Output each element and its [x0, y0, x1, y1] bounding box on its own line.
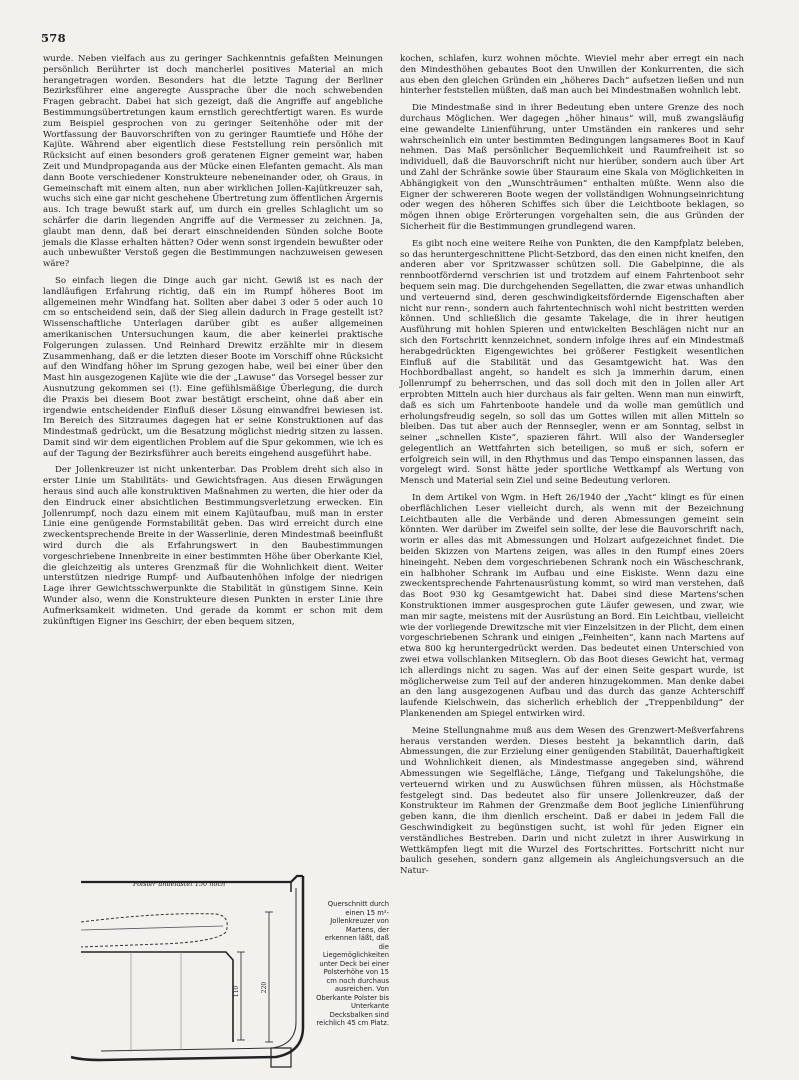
right-column — [400, 54, 744, 883]
dimension-label: 220 — [261, 981, 269, 994]
paragraph: Der Jollenkreuzer ist nicht unkenterbar. Das Problem dreht sich also in erster Linie um Stabilitäts- und Gewichtsfragen. Aus diesen Erwägungen heraus sind auch alle konstruktiven Maßnahmen zu werten, die hier oder da den Eindruck einer absichtlichen Bestimmungsverletzung erwecken. Ein Jollenrumpf, noch dazu einem mit einem Kajütaufbau, muß man in erster Linie eine genügende Formstabilität geben. Das wird erreicht durch eine zweckentsprechende Breite in der Wasserlinie, deren Mindestmaß beeinflußt wird durch die als Erfahrungswert in den Baubestimmungen vorgeschriebene Innenbreite in einer bestimmten Höhe über Oberkante Kiel, die gleichzeitig als unteres Grenzmaß für die Wohnlichkeit dient. Weiter unterstützen niedrige Rumpf- und Aufbautenhöhen infolge der niedrigen Lage ihrer Gewichtsschwerpunkte die Stabilität in günstigem Sinne. Kein Wunder also, wenn die Konstrukteure diesen Punkten in erster Linie ihre Aufmerksamkeit widmeten. Und gerade da kommt er schon mit dem zukünftigen Eigner ins Geschirr, der eben bequem sitzen, — [43, 465, 383, 627]
cross-section-figure — [41, 852, 389, 1072]
cushion-label: Polster unbelastet 150 hoch — [133, 880, 226, 888]
paragraph: So einfach liegen die Dinge auch gar nicht. Gewiß ist es nach der landläufigen Erfahrung richtig, daß ein im Rumpf höheres Boot im allgemeinen mehr Windfang hat. Sollten aber dabei 3 oder 5 oder auch 10 cm so entscheidend sein, daß der Sieg allein dadurch in Frage gestellt ist? Wissenschaftliche Unterlagen darüber gibt es außer allgemeinen amerikanischen Untersuchungen kaum, die aber keinerlei praktische Folgerungen zulassen. Und Reinhard Drewitz erzählte mir in diesem Zusammenhang, daß er die letzten dieser Boote im Vorschiff ohne Rücksicht auf den Windfang höher im Sprung gezogen habe, weil bei einer über den Mast hin ausgezogenen Kajüte wie die der „Lawuse“ das Vorsegel besser zur Ausnutzung gekommen sei (!). Eine gefühlsmäßige Überlegung, die durch die Praxis bei diesem Boot zwar bestätigt erscheint, ohne daß aber ein irgendwie entscheidender Einfluß dieser Lösung einwandfrei bewiesen ist. Im Bereich des Sitzraumes dagegen hat er seine Konstruktionen auf das Mindestmaß gedrückt, um die Besatzung möglichst niedrig sitzen zu lassen. Damit sind wir dem eigentlichen Problem auf die Spur gekommen, wie ich es auf der Tagung der Bezirksführer auch bereits eingehend ausgeführt habe. — [43, 275, 383, 459]
paragraph: Es gibt noch eine weitere Reihe von Punkten, die den Kampfplatz beleben, so das heruntergeschnittene Plicht-Setzbord, das den einen nicht kneifen, den anderen aber vor Spritzwasser schützen soll. Die Gabelpinne, die als rennbootfördernd verschrien ist und trotzdem auf einem Fahrtenboot sehr bequem sein mag. Die durchgehenden Segellatten, die zwar etwas unhandlich und verteuernd sind, deren geschwindigkeitsfördernde Eigenschaften aber nicht nur renn-, sondern auch fahrtentechnisch wohl nicht bestritten werden können. Und schließlich die gesamte Takelage, die in ihrer heutigen Ausführung mit hohlen Spieren und entwickelten Beschlägen nicht nur an sich den Fortschritt kennzeichnet, sondern infolge ihres auf ein Mindestmaß herabgedrückten Eigengewichtes bei größerer Festigkeit wesentlichen Einfluß auf die Stabilität und das Gesamtgewicht hat. Was den Hochbordballast angeht, so handelt es sich ja immerhin darum, einen Jollenrumpf zu beherrschen, und das soll doch mit den in Jollen aller Art erprobten Mitteln auch hier durchaus als fair gelten. Wenn man nun einwirft, daß es sich um Fahrtenboote handele und da wolle man gemütlich und erholungsfreudig segeln, so soll das um Gottes willen mit allen Mitteln so bleiben. Das tut aber auch der Rennsegler, wenn er am Sonntag, selbst in seiner „schnellen Kiste“, spazieren fährt. Will also der Wandersegler gelegentlich an Wettfahrten sich beteiligen, so muß er sich, sofern er erfolgreich sein will, in den Rhythmus und das Tempo einspannen lassen, das vorgelegt wird. Sonst hätte jeder sportliche Wettkampf als Wertung von Mensch und Material sein Ziel und seine Bedeutung verloren. — [400, 238, 744, 487]
paragraph: kochen, schlafen, kurz wohnen möchte. Wieviel mehr aber erregt ein nach den Mindesthöhen gebautes Boot den Unwillen der Konkurrenten, die sich aus eben den gleichen Gründen ein „höheres Dach“ aufsetzen ließen und nun hinterher feststellen müßten, daß man auch bei Mindestmaßen wohnlich lebt. — [400, 54, 744, 97]
paragraph: wurde. Neben vielfach aus zu geringer Sachkenntnis gefaßten Meinungen persönlich Berührter ist doch mancherlei positives Material an mich herangetragen worden. Besonders hat die letzte Tagung der Berliner Bezirksführer eine angeregte Aussprache über die noch schwebenden Fragen gebracht. Dabei hat sich gezeigt, daß die Angriffe auf angebliche Bestimmungsübertretungen kaum ernstlich gerechtfertigt waren. Es wurde zum Beispiel gesprochen von zu geringer Seitenhöhe oder mit der Wortfassung der Bauvorschriften von zu geringer Raumtiefe und Höhe der Kajüte. Während aber eigentlich diese Feststellung rein persönlich mit Rücksicht auf einen besonders groß geratenen Eigner gemeint war, haben Zeit und Mundpropaganda aus der Mücke einen Elefanten gemacht. Als man dann Boote verschiedener Konstrukteure nebeneinander oder, oh Graus, in Gemeinschaft mit einem alten, nun aber wirklichen Jollen-Kajütkreuzer sah, wuchs sich eine gar nicht geschehene Übertretung zum öffentlichen Ärgernis aus. Ich trage bewußt stark auf, um durch ein grelles Schlaglicht um so schärfer die darin liegenden Angriffe auf die Vermesser zu zeichnen. Ja, glaubt man denn, daß bei derart einschneidenden Sünden solche Boote jemals die Klasse erhalten hätten? Oder wenn sonst irgendein bewußter oder auch unbewußter Verstoß gegen die Bestimmungen nachzuweisen gewesen wäre? — [43, 54, 383, 270]
paragraph: Meine Stellungnahme muß aus dem Wesen des Grenzwert-Meßverfahrens heraus verstanden werden. Dieses besteht ja bekanntlich darin, daß Abmessungen, die zur Erzielung einer genügenden Stabilität, Dauerhaftigkeit und Wohnlichkeit dienen, als Mindestmasse angegeben sind, während Abmessungen wie Segelfläche, Länge, Tiefgang und Takelungshöhe, die verteuernd wirken und zu Auswüchsen führen müssen, als Höchstmaße festgelegt sind. Das bedeutet also für unsere Jollenkreuzer, daß der Konstrukteur im Rahmen der Grenzmaße dem Boot jegliche Linienführung geben kann, die ihm dienlich erscheint. Daß er dabei in jedem Fall die Geschwindigkeit zu begünstigen sucht, ist wohl für jeden Eigner ein verständliches Bestreben. Darin und nicht zuletzt in ihrer Auswirkung in Wettkämpfen liegt mit die Wurzel des Fortschrittes. Fortschritt nicht nur baulich gesehen, sondern ganz allgemein als Angleichungsversuch an die Natur- — [400, 725, 744, 877]
paragraph: In dem Artikel von Wgm. in Heft 26/1940 der „Yacht“ klingt es für einen oberflächlichen Leser vielleicht durch, als wenn mit der Bezeichnung Leichtbauten alle die Verbände und deren Abmessungen gemeint sein könnten. Wer darüber im Zweifel sein sollte, der lese die Bauvorschrift nach, worin er alles das mit Abmessungen und Holzart aufgezeichnet findet. Die beiden Skizzen von Martens zeigen, was alles in den Rumpf eines 20ers hineingeht. Neben dem vorgeschriebenen Schrank noch ein Wäscheschrank, ein halbhoher Schrank im Aufbau und eine Eiskiste. Wenn dazu eine zweckentsprechende Fahrtenausrüstung kommt, so wird man verstehen, daß das Boot 930 kg Gesamtgewicht hat. Dabei sind diese Martens'schen Konstruktionen immer ausgesprochen gute Läufer gewesen, und zwar, wie man mir sagte, meistens mit der Ausrüstung an Bord. Ein Leichtbau, vielleicht wie der vorliegende Drewitzsche mit vier Einzelsitzen in der Plicht, dem einen vorgeschriebenen Schrank und einigen „Feinheiten“, kann nach Martens auf etwa 800 kg heruntergedrückt werden. Das bedeutet einen Unterschied von zwei etwa vollschlanken Mitseglern. Ob das Boot dieses Gewicht hat, vermag ich allerdings nicht zu sagen. Was auf der einen Seite gespart wurde, ist möglicherweise zum Teil auf der anderen hinzugekommen. Man denke dabei an den lang ausgezogenen Aufbau und das durch das ganze Achterschiff laufende Kielschwein, das sicherlich erheblich der „Treppenbildung“ der Plankenenden am Spiegel entwirken wird. — [400, 493, 744, 720]
dimension-label: 110 — [233, 985, 241, 998]
page-number: 578 — [41, 31, 66, 45]
left-column — [43, 54, 383, 633]
paragraph: Die Mindestmaße sind in ihrer Bedeutung eben untere Grenze des noch durchaus Möglichen. Wer dagegen „höher hinaus“ will, muß zwangsläufig eine gewandelte Linienführung, unter Umständen ein rankeres und sehr wahrscheinlich ein unter bestimmten Bedingungen langsameres Boot in Kauf nehmen. Das Maß persönlicher Bequemlichkeit und Raumfreiheit ist so individuell, daß die Bauvorschrift nicht nur hierüber, sondern auch über Art und Zahl der Schränke sowie über Stauraum eine Skala von Möglichkeiten in Abhängigkeit von den „Wunschträumen“ enthalten müßte. Wenn also die Eigner der schwereren Boote wegen der vollständigen Wohnungseinrichtung oder wegen des höheren Schiffes sich über die Leichtboote beklagen, so mögen ihnen obige Erörterungen vorgehalten sein, die aus Gründen der Sicherheit für die Bestimmungen grundlegend waren. — [400, 103, 744, 232]
figure-caption: Querschnitt durch einen 15 m²-Jollenkreuzer von Martens, der erkennen läßt, daß die Liegemöglichkeiten unter Deck bei einer Polsterhöhe von 15 cm noch durchaus ausreichen. Von Oberkante Polster bis Unterkante Decksbalken sind reichlich 45 cm Platz. — [316, 900, 389, 1027]
